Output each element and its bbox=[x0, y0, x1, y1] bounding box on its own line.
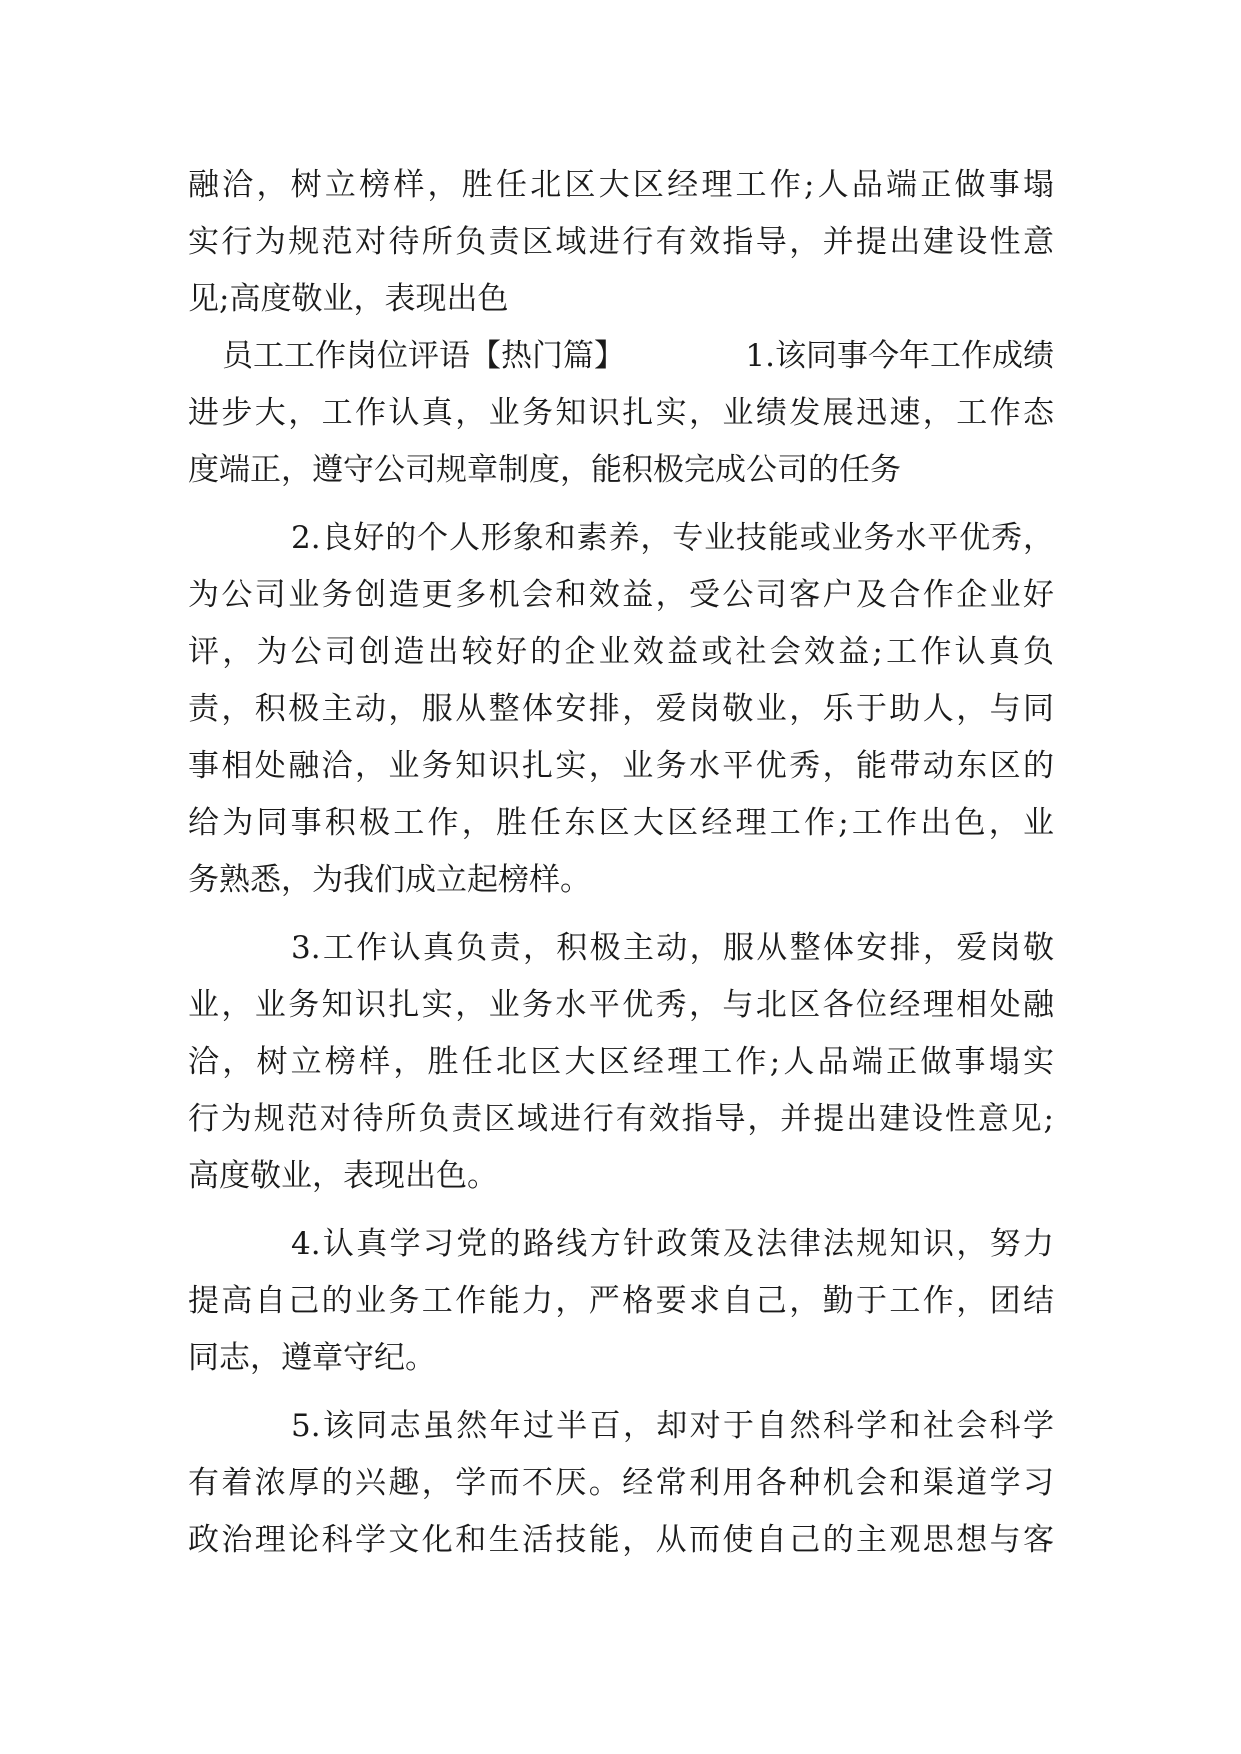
text-line: 1.该同事今年工作成绩 bbox=[745, 338, 1054, 374]
text-line: 责，积极主动，服从整体安排，爱岗敬业，乐于助人，与同 bbox=[188, 691, 1054, 727]
text-line: 进步大，工作认真，业务知识扎实，业绩发展迅速，工作态 bbox=[188, 395, 1054, 431]
paragraph bbox=[188, 510, 1054, 909]
text-line: 有着浓厚的兴趣，学而不厌。经常利用各种机会和渠道学习 bbox=[188, 1465, 1054, 1501]
text-line: 务熟悉，为我们成立起榜样。 bbox=[188, 862, 591, 898]
text-line: 5.该同志虽然年过半百，却对于自然科学和社会科学 bbox=[291, 1408, 1054, 1444]
document-body bbox=[188, 157, 1054, 1569]
paragraph bbox=[188, 157, 1054, 328]
section-heading: 员工工作岗位评语【热门篇】 bbox=[222, 338, 625, 374]
text-line: 见;高度敬业，表现出色 bbox=[188, 281, 509, 317]
text-line: 事相处融洽，业务知识扎实，业务水平优秀，能带动东区的 bbox=[188, 748, 1054, 784]
text-line: 为公司业务创造更多机会和效益，受公司客户及合作企业好 bbox=[188, 577, 1054, 613]
text-line: 融洽，树立榜样，胜任北区大区经理工作;人品端正做事塌 bbox=[188, 167, 1054, 203]
paragraph bbox=[188, 328, 1054, 499]
text-line: 度端正，遵守公司规章制度，能积极完成公司的任务 bbox=[188, 452, 901, 488]
text-line: 政治理论科学文化和生活技能，从而使自己的主观思想与客 bbox=[188, 1522, 1054, 1558]
text-line: 行为规范对待所负责区域进行有效指导，并提出建设性意见; bbox=[188, 1101, 1054, 1137]
paragraph bbox=[188, 920, 1054, 1205]
text-line: 业，业务知识扎实，业务水平优秀，与北区各位经理相处融 bbox=[188, 987, 1054, 1023]
text-line: 高度敬业，表现出色。 bbox=[188, 1158, 498, 1194]
text-line: 3.工作认真负责，积极主动，服从整体安排，爱岗敬 bbox=[291, 930, 1054, 966]
text-line: 洽，树立榜样，胜任北区大区经理工作;人品端正做事塌实 bbox=[188, 1044, 1054, 1080]
text-line: 2.良好的个人形象和素养，专业技能或业务水平优秀， bbox=[291, 520, 1054, 556]
text-line: 实行为规范对待所负责区域进行有效指导，并提出建设性意 bbox=[188, 224, 1054, 260]
paragraph bbox=[188, 1398, 1054, 1569]
text-line: 提高自己的业务工作能力，严格要求自己，勤于工作，团结 bbox=[188, 1283, 1054, 1319]
text-line: 4.认真学习党的路线方针政策及法律法规知识，努力 bbox=[291, 1226, 1054, 1262]
text-line: 同志，遵章守纪。 bbox=[188, 1340, 436, 1376]
text-line: 给为同事积极工作，胜任东区大区经理工作;工作出色，业 bbox=[188, 805, 1054, 841]
text-line: 评，为公司创造出较好的企业效益或社会效益;工作认真负 bbox=[188, 634, 1054, 670]
paragraph bbox=[188, 1216, 1054, 1387]
section-heading-line bbox=[188, 328, 1054, 385]
